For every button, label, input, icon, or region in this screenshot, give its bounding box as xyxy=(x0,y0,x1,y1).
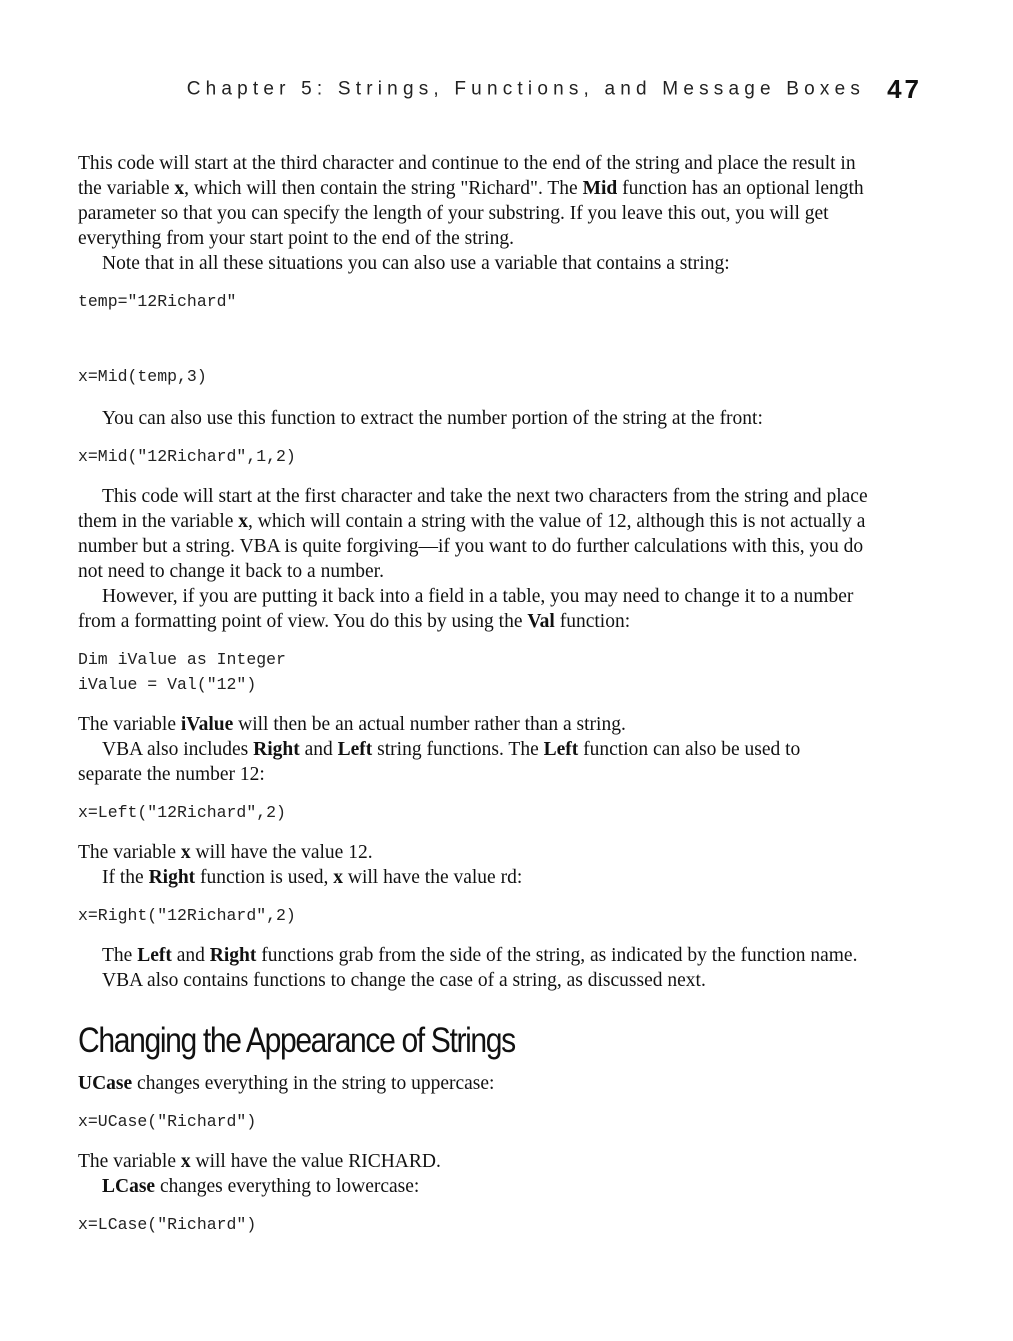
code-ucase: x=UCase("Richard") xyxy=(78,1112,257,1131)
paragraph-first-character: This code will start at the first character and take the next two characters from the string and place them in the variable x, which will contain a string with the value of 12, although this is not actually a number but a string. VBA is quite forgiving—if you want to do further calculations with this, you do not need to change it back to a number. xyxy=(78,486,868,582)
paragraph-mid-explanation: This code will start at the third character and continue to the end of the string and place the result in the variable x, which will then contain the string "Richard". The Mid function has an optional length parameter so that you can specify the length of your substring. If you leave this out, you will get everything from your start point to the end of the string. xyxy=(78,153,864,249)
code-left: x=Left("12Richard",2) xyxy=(78,803,286,822)
paragraph-ivalue: The variable iValue will then be an actual number rather than a string. xyxy=(78,714,626,735)
section-heading: Changing the Appearance of Strings xyxy=(78,1021,515,1060)
code-val-block xyxy=(78,647,868,697)
code-mid-temp: x=Mid(temp,3) xyxy=(78,367,207,386)
code-temp-assign: temp="12Richard" xyxy=(78,292,237,311)
code-right: x=Right("12Richard",2) xyxy=(78,906,296,925)
paragraph-variable-note: Note that in all these situations you can also use a variable that contains a string: xyxy=(102,253,730,274)
page-body xyxy=(78,151,868,1252)
page-number: 47 xyxy=(887,74,922,104)
running-title: Chapter 5: Strings, Functions, and Message Boxes xyxy=(186,78,866,100)
paragraph-side-functions: The Left and Right functions grab from the side of the string, as indicated by the function name. xyxy=(102,945,858,966)
paragraph-lcase: LCase changes everything to lowercase: xyxy=(102,1176,420,1197)
paragraph-extract-number: You can also use this function to extract the number portion of the string at the front: xyxy=(102,408,763,429)
paragraph-right-result: If the Right function is used, x will have the value rd: xyxy=(102,867,523,888)
code-line: Dim iValue as Integer xyxy=(78,650,286,669)
paragraph-left-result: The variable x will have the value 12. xyxy=(78,842,373,863)
paragraph-val-function: However, if you are putting it back into a field in a table, you may need to change it to a number from a formatting point of view. You do this by using the Val function: xyxy=(78,586,854,632)
running-header xyxy=(0,74,922,105)
code-mid-number: x=Mid("12Richard",1,2) xyxy=(78,447,296,466)
paragraph-ucase: UCase changes everything in the string to uppercase: xyxy=(78,1073,495,1094)
paragraph-ucase-result: The variable x will have the value RICHARD. xyxy=(78,1151,441,1172)
code-lcase: x=LCase("Richard") xyxy=(78,1215,257,1234)
paragraph-right-left: VBA also includes Right and Left string functions. The Left function can also be used to separate the number 12: xyxy=(78,739,801,785)
paragraph-case-intro: VBA also contains functions to change the case of a string, as discussed next. xyxy=(102,970,706,991)
code-line: iValue = Val("12") xyxy=(78,675,257,694)
